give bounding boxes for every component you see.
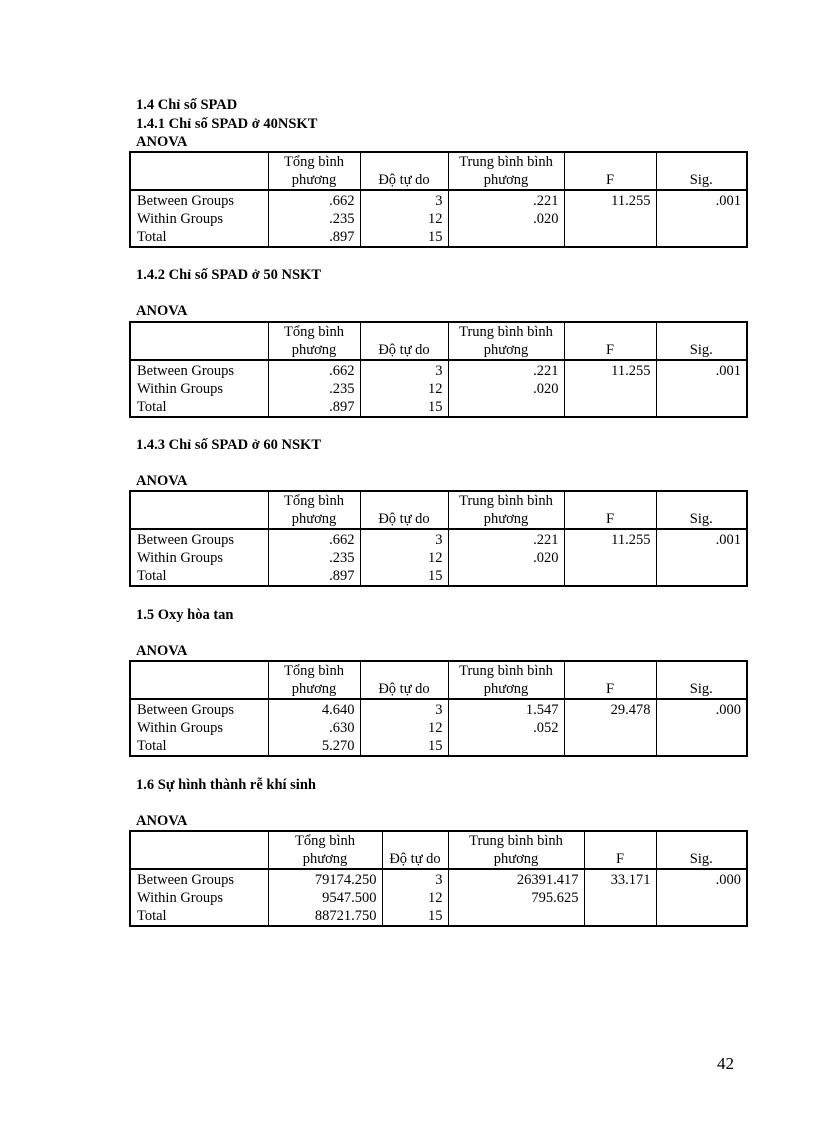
table-cell: 79174.250 [268, 869, 382, 889]
table-cell: 15 [360, 228, 448, 247]
row-label: Total [130, 737, 268, 756]
table-cell [656, 737, 747, 756]
header-sum-of-squares: Tổng bình phương [268, 491, 360, 529]
table-row [130, 567, 747, 586]
table-cell: 1.547 [448, 699, 564, 719]
section-heading-1-4-1: 1.4.1 Chỉ số SPAD ở 40NSKT [136, 116, 318, 132]
table-cell [656, 719, 747, 737]
table-cell: 15 [360, 398, 448, 417]
table-cell: .221 [448, 360, 564, 380]
anova-title: ANOVA [136, 643, 188, 659]
table-cell [448, 907, 584, 926]
table-cell [448, 567, 564, 586]
table-cell [448, 398, 564, 417]
table-cell: 26391.417 [448, 869, 584, 889]
table-cell: 33.171 [584, 869, 656, 889]
header-mean-square: Trung bình bình phương [448, 322, 564, 360]
row-label: Within Groups [130, 889, 268, 907]
table-row [130, 699, 747, 719]
table-cell: .020 [448, 549, 564, 567]
anova-table [129, 151, 748, 248]
section-heading-1-4: 1.4 Chỉ số SPAD [136, 97, 238, 113]
row-label: Within Groups [130, 210, 268, 228]
table-cell: .630 [268, 719, 360, 737]
table-cell: .897 [268, 398, 360, 417]
table-cell: .235 [268, 549, 360, 567]
table-cell: 12 [360, 719, 448, 737]
table-cell: 29.478 [564, 699, 656, 719]
header-df: Độ tự do [360, 322, 448, 360]
table-cell: 12 [360, 210, 448, 228]
table-cell: 3 [382, 869, 448, 889]
header-cell [130, 661, 268, 699]
table-cell: .221 [448, 529, 564, 549]
header-mean-square: Trung bình bình phương [448, 661, 564, 699]
anova-table [129, 660, 748, 757]
table-cell: 5.270 [268, 737, 360, 756]
section-heading-1-6: 1.6 Sự hình thành rễ khí sinh [136, 777, 316, 793]
anova-title: ANOVA [136, 134, 188, 150]
table-cell: .662 [268, 360, 360, 380]
table-cell: .020 [448, 380, 564, 398]
table-cell: .001 [656, 190, 747, 210]
table-cell [564, 380, 656, 398]
table-cell [564, 398, 656, 417]
row-label: Between Groups [130, 190, 268, 210]
header-f: F [564, 661, 656, 699]
table-cell: 4.640 [268, 699, 360, 719]
table-cell: .662 [268, 190, 360, 210]
table-cell: .000 [656, 699, 747, 719]
table-cell [564, 737, 656, 756]
table-row [130, 549, 747, 567]
table-cell: 12 [360, 380, 448, 398]
table-cell: .897 [268, 567, 360, 586]
section-heading-1-4-2: 1.4.2 Chỉ số SPAD ở 50 NSKT [136, 267, 322, 283]
table-row [130, 360, 747, 380]
page-number: 42 [717, 1054, 734, 1073]
table-cell [448, 228, 564, 247]
table-cell: 11.255 [564, 190, 656, 210]
header-cell [130, 491, 268, 529]
table-cell: .221 [448, 190, 564, 210]
header-sum-of-squares: Tổng bình phương [268, 831, 382, 869]
row-label: Total [130, 907, 268, 926]
row-label: Between Groups [130, 699, 268, 719]
header-sum-of-squares: Tổng bình phương [268, 152, 360, 190]
table-cell [564, 210, 656, 228]
table-row [130, 719, 747, 737]
table-row [130, 737, 747, 756]
table-cell [584, 889, 656, 907]
table-row [130, 869, 747, 889]
section-heading-1-4-3: 1.4.3 Chỉ số SPAD ở 60 NSKT [136, 437, 322, 453]
table-cell: 15 [382, 907, 448, 926]
table-cell: .662 [268, 529, 360, 549]
row-label: Total [130, 228, 268, 247]
table-cell: 12 [360, 549, 448, 567]
table-row [130, 210, 747, 228]
header-sum-of-squares: Tổng bình phương [268, 661, 360, 699]
table-cell: 11.255 [564, 529, 656, 549]
table-cell [656, 889, 747, 907]
table-cell: 3 [360, 699, 448, 719]
header-sig: Sig. [656, 831, 747, 869]
table-cell [564, 719, 656, 737]
header-sig: Sig. [656, 661, 747, 699]
header-mean-square: Trung bình bình phương [448, 831, 584, 869]
table-cell [656, 228, 747, 247]
anova-table [129, 321, 748, 418]
table-cell [656, 210, 747, 228]
row-label: Between Groups [130, 360, 268, 380]
table-cell: 11.255 [564, 360, 656, 380]
table-row [130, 398, 747, 417]
header-df: Độ tự do [382, 831, 448, 869]
table-cell [656, 398, 747, 417]
section-heading-1-5: 1.5 Oxy hòa tan [136, 607, 234, 623]
table-cell: 15 [360, 567, 448, 586]
table-cell [656, 907, 747, 926]
header-f: F [564, 152, 656, 190]
table-cell [564, 228, 656, 247]
header-f: F [564, 322, 656, 360]
table-cell: 3 [360, 360, 448, 380]
table-cell: .897 [268, 228, 360, 247]
table-cell: 3 [360, 190, 448, 210]
table-cell: .235 [268, 210, 360, 228]
header-cell [130, 831, 268, 869]
table-cell [656, 549, 747, 567]
table-row [130, 889, 747, 907]
header-df: Độ tự do [360, 152, 448, 190]
table-cell [656, 567, 747, 586]
header-cell [130, 322, 268, 360]
row-label: Within Groups [130, 380, 268, 398]
table-row [130, 190, 747, 210]
header-df: Độ tự do [360, 661, 448, 699]
anova-title: ANOVA [136, 473, 188, 489]
table-cell [564, 567, 656, 586]
header-cell [130, 152, 268, 190]
table-cell: .020 [448, 210, 564, 228]
table-cell [564, 549, 656, 567]
header-sig: Sig. [656, 491, 747, 529]
table-cell: 795.625 [448, 889, 584, 907]
table-row [130, 529, 747, 549]
row-label: Within Groups [130, 549, 268, 567]
header-mean-square: Trung bình bình phương [448, 152, 564, 190]
row-label: Total [130, 567, 268, 586]
table-cell [656, 380, 747, 398]
table-cell: .235 [268, 380, 360, 398]
header-f: F [584, 831, 656, 869]
row-label: Between Groups [130, 869, 268, 889]
header-sig: Sig. [656, 152, 747, 190]
anova-title: ANOVA [136, 813, 188, 829]
table-row [130, 907, 747, 926]
table-cell: .052 [448, 719, 564, 737]
table-cell: 88721.750 [268, 907, 382, 926]
row-label: Total [130, 398, 268, 417]
header-sig: Sig. [656, 322, 747, 360]
row-label: Between Groups [130, 529, 268, 549]
table-cell: 12 [382, 889, 448, 907]
table-cell [448, 737, 564, 756]
table-cell: .001 [656, 529, 747, 549]
table-cell [584, 907, 656, 926]
anova-title: ANOVA [136, 303, 188, 319]
header-mean-square: Trung bình bình phương [448, 491, 564, 529]
row-label: Within Groups [130, 719, 268, 737]
anova-table [129, 830, 748, 927]
table-cell: 15 [360, 737, 448, 756]
table-row [130, 380, 747, 398]
header-sum-of-squares: Tổng bình phương [268, 322, 360, 360]
table-cell: .000 [656, 869, 747, 889]
table-cell: 3 [360, 529, 448, 549]
table-cell: 9547.500 [268, 889, 382, 907]
table-cell: .001 [656, 360, 747, 380]
table-row [130, 228, 747, 247]
anova-table [129, 490, 748, 587]
header-f: F [564, 491, 656, 529]
header-df: Độ tự do [360, 491, 448, 529]
